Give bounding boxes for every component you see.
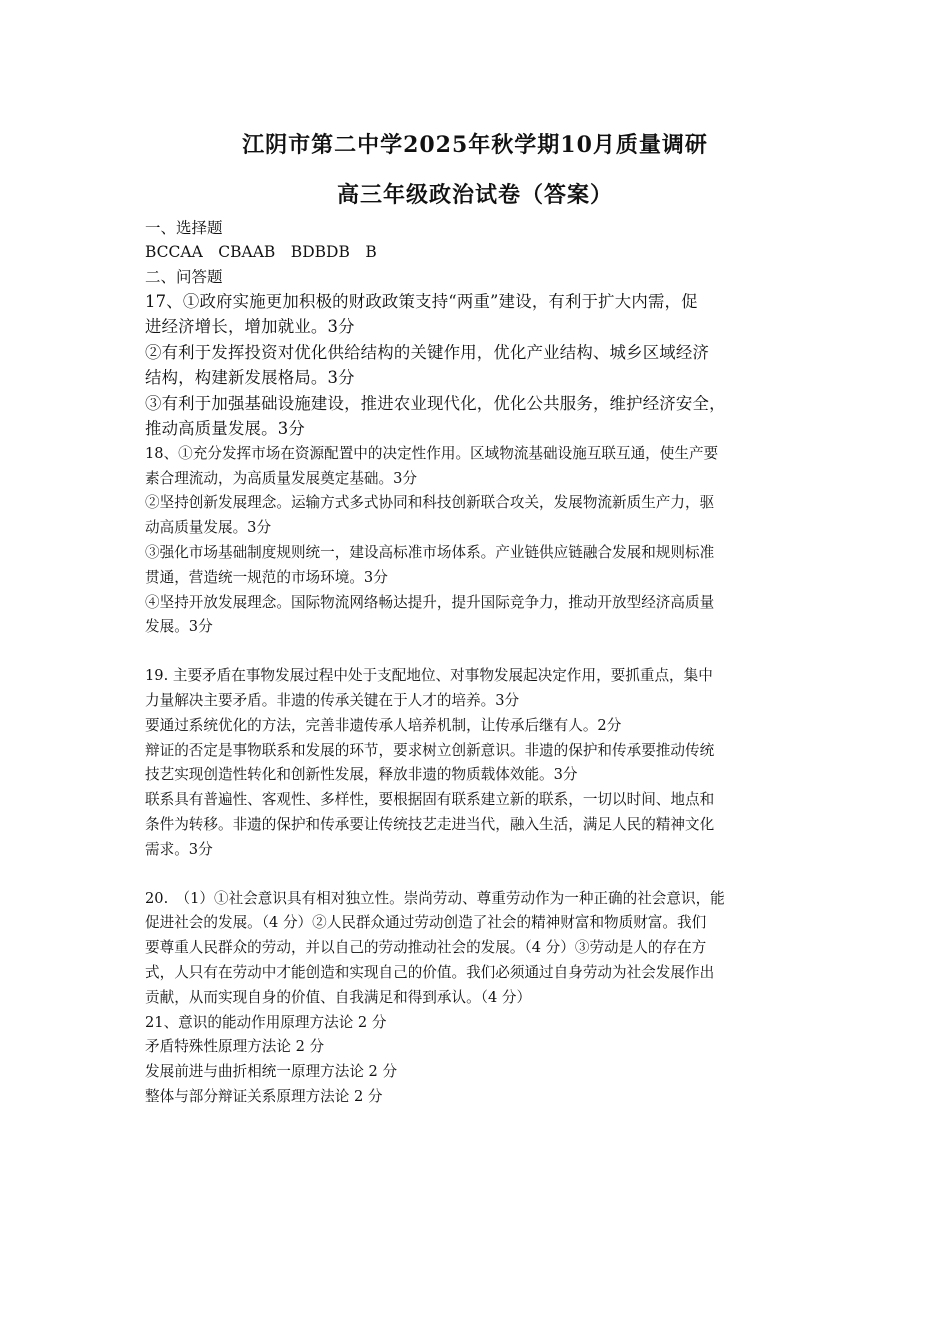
answer-line: ④坚持开放发展理念。国际物流网络畅达提升，提升国际竞争力，推动开放型经济高质量	[145, 593, 715, 611]
answer-line: 辩证的否定是事物联系和发展的环节，要求树立创新意识。非遗的保护和传承要推动传统	[145, 741, 715, 759]
answer-line: 18、①充分发挥市场在资源配置中的决定性作用。区域物流基础设施互联互通，使生产要	[145, 444, 719, 462]
document-title: 江阴市第二中学2025年秋学期10月质量调研	[242, 132, 708, 158]
answer-line: 联系具有普遍性、客观性、多样性，要根据固有联系建立新的联系，一切以时间、地点和	[145, 791, 715, 809]
answer-line: 结构，构建新发展格局。3分	[145, 368, 355, 388]
answer-line: ③强化市场基础制度规则统一，建设高标准市场体系。产业链供应链融合发展和规则标准	[145, 544, 715, 562]
choice-answers: BCCAA CBAAB BDBDB B	[145, 243, 377, 262]
answer-line: ②有利于发挥投资对优化供给结构的关键作用，优化产业结构、城乡区域经济	[145, 342, 710, 362]
question-18-answer	[145, 442, 813, 640]
answer-line: 整体与部分辩证关系原理方法论 2 分	[145, 1088, 383, 1106]
answer-line: 21、意识的能动作用原理方法论 2 分	[145, 1013, 387, 1031]
section-choice	[145, 216, 813, 289]
answer-line: 19. 主要矛盾在事物发展过程中处于支配地位、对事物发展起决定作用，要抓重点，集中	[145, 667, 713, 685]
answer-line: 发展。3分	[145, 618, 213, 636]
answer-line: 17、①政府实施更加积极的财政政策支持“两重”建设，有利于扩大内需，促	[145, 291, 698, 311]
answer-line: 矛盾特殊性原理方法论 2 分	[145, 1038, 325, 1056]
answer-line: 贯通，营造统一规范的市场环境。3分	[145, 568, 388, 586]
answer-line: 条件为转移。非遗的保护和传承要让传统技艺走进当代，融入生活，满足人民的精神文化	[145, 816, 715, 834]
document-body	[145, 216, 813, 1110]
answer-line: ②坚持创新发展理念。运输方式多式协同和科技创新联合攻关，发展物流新质生产力，驱	[145, 494, 715, 512]
question-20-answer	[145, 887, 813, 1011]
answer-line: 要通过系统优化的方法，完善非遗传承人培养机制，让传承后继有人。2分	[145, 716, 622, 734]
spacer	[145, 863, 813, 887]
answer-line: 20. （1）①社会意识具有相对独立性。崇尚劳动、尊重劳动作为一种正确的社会意识，能	[145, 889, 725, 907]
answer-line: 式，人只有在劳动中才能创造和实现自己的价值。我们必须通过自身劳动为社会发展作出	[145, 964, 715, 982]
answer-line: 力量解决主要矛盾。非遗的传承关键在于人才的培养。3分	[145, 692, 520, 710]
section-heading: 一、选择题	[145, 219, 223, 237]
answer-line: 要尊重人民群众的劳动，并以自己的劳动推动社会的发展。（4 分）③劳动是人的存在方	[145, 939, 707, 957]
spacer	[145, 640, 813, 664]
answer-line: 进经济增长，增加就业。3分	[145, 317, 355, 337]
question-17-answer	[145, 289, 813, 442]
answer-line: ③有利于加强基础设施建设，推进农业现代化，优化公共服务，维护经济安全，	[145, 393, 726, 413]
question-21-answer	[145, 1011, 813, 1110]
document-subtitle: 高三年级政治试卷（答案）	[336, 182, 613, 208]
answer-line: 需求。3分	[145, 840, 213, 858]
answer-line: 贡献，从而实现自身的价值、自我满足和得到承认。（4 分）	[145, 988, 532, 1006]
answer-line: 动高质量发展。3分	[145, 519, 272, 537]
answer-line: 素合理流动，为高质量发展奠定基础。3分	[145, 469, 417, 487]
answer-line: 推动高质量发展。3分	[145, 419, 305, 439]
question-19-answer	[145, 664, 813, 862]
answer-line: 技艺实现创造性转化和创新性发展，释放非遗的物质载体效能。3分	[145, 766, 578, 784]
answer-line: 发展前进与曲折相统一原理方法论 2 分	[145, 1063, 398, 1081]
section-heading: 二、问答题	[145, 267, 223, 286]
answer-line: 促进社会的发展。（4 分）②人民群众通过劳动创造了社会的精神财富和物质财富。我们	[145, 914, 707, 932]
